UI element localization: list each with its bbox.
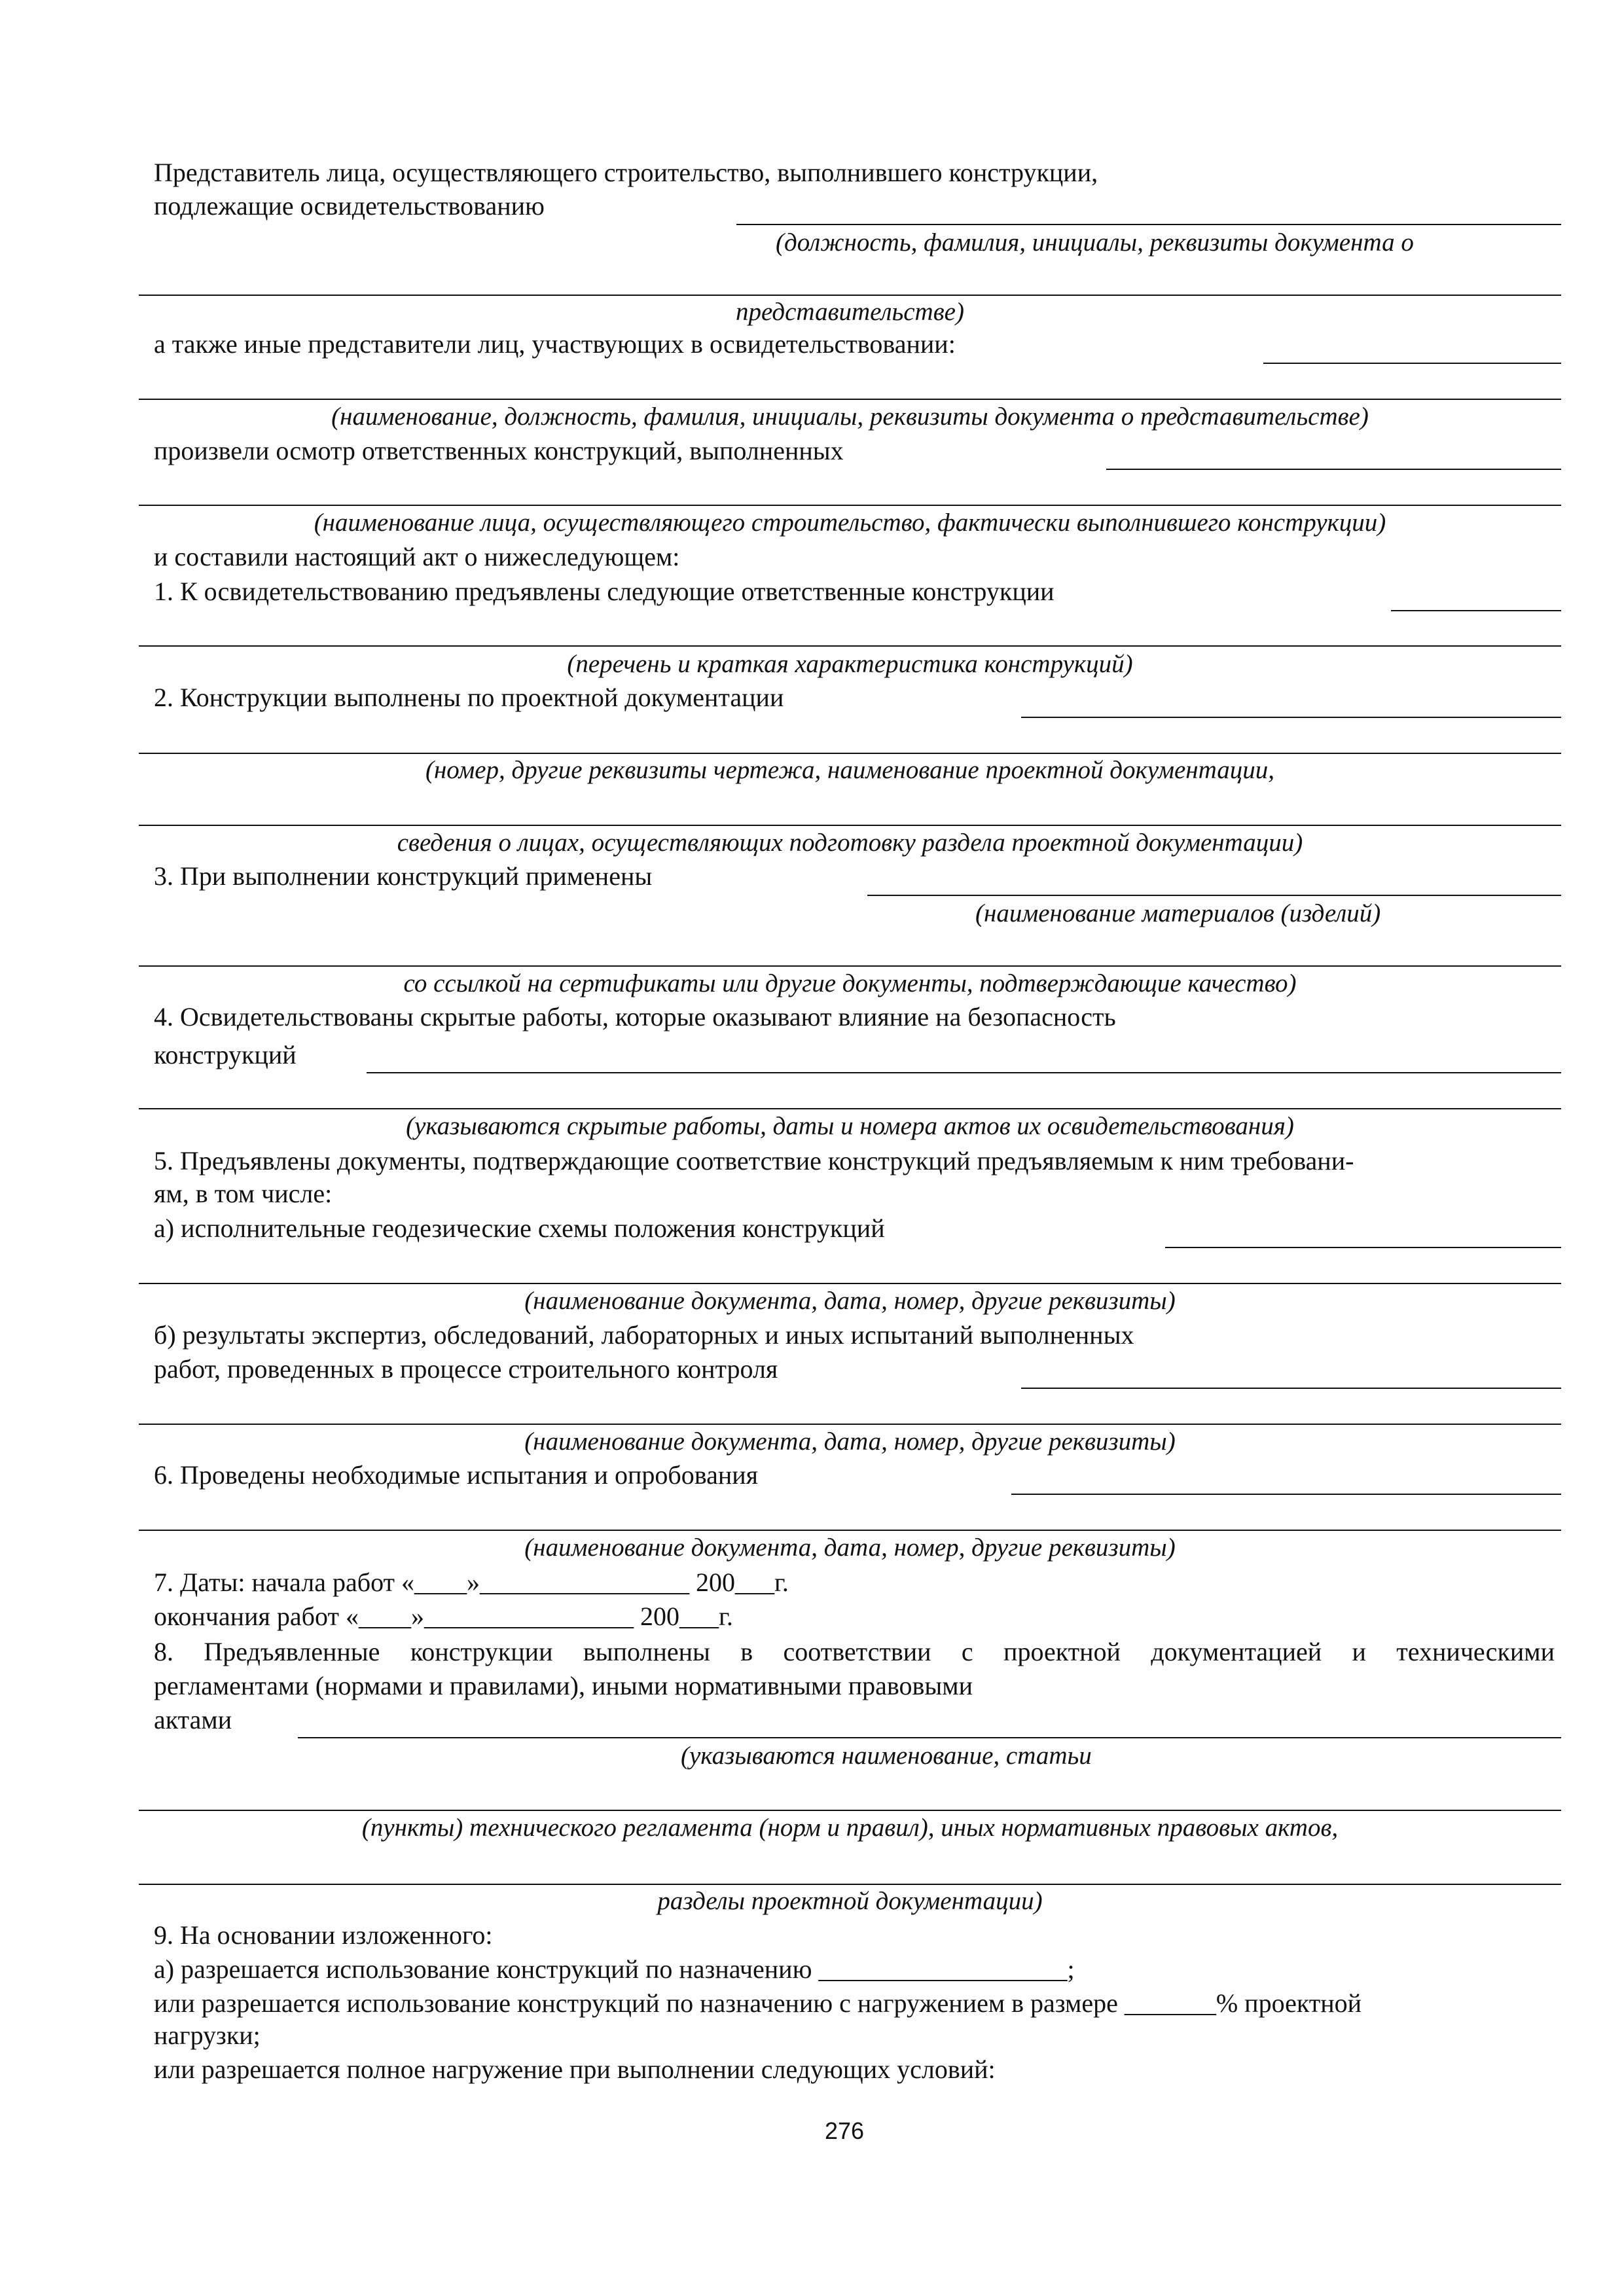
item-6-input-line[interactable] <box>139 1530 1561 1531</box>
item-8-input-line-2[interactable] <box>139 1884 1561 1885</box>
item-2-input-line[interactable] <box>139 753 1561 754</box>
item-2-input-short[interactable] <box>1021 717 1561 718</box>
item-8-hint-2: (пункты) технического регламента (норм и правил), иных нормативных правовых актов, <box>361 1814 1339 1842</box>
item-5b-input-short[interactable] <box>1021 1388 1561 1389</box>
item-5a-input-short[interactable] <box>1165 1247 1561 1248</box>
item-3-hint-1: (наименование материалов (изделий) <box>975 899 1381 927</box>
inspection-input-short[interactable] <box>1106 469 1561 470</box>
item-3-input-line[interactable] <box>139 965 1561 967</box>
item-9-or-full-text: или разрешается полное нагружение при выполнении следующих условий: <box>154 2054 996 2084</box>
item-4-label-line-2: конструкций <box>154 1040 297 1069</box>
item-1-input-short[interactable] <box>1391 610 1561 611</box>
item-8-hint-3: разделы проектной документации) <box>657 1887 1043 1915</box>
representative-label-line-2: подлежащие освидетельствованию <box>154 191 545 221</box>
item-4-hint: (указываются скрытые работы, даты и номера актов их освидетельствования) <box>406 1112 1294 1140</box>
item-8-label-line-2: регламентами (нормами и правилами), иными нормативными правовыми <box>154 1671 973 1700</box>
item-2-hint-1: (номер, другие реквизиты чертежа, наименование проектной документации, <box>425 756 1275 784</box>
item-5b-hint: (наименование документа, дата, номер, другие реквизиты) <box>524 1427 1176 1456</box>
other-representatives-label: а также иные представители лиц, участвующих в освидетельствовании: <box>154 329 956 359</box>
item-9-or-load-line-1[interactable]: или разрешается использование конструкций по назначению с нагружением в размере _______% проектной <box>154 1988 1362 2018</box>
item-8-input-line[interactable] <box>139 1810 1561 1811</box>
item-5-label-line-2: ям, в том числе: <box>154 1179 333 1208</box>
item-1-input-line[interactable] <box>139 645 1561 647</box>
item-6-hint: (наименование документа, дата, номер, другие реквизиты) <box>524 1534 1176 1562</box>
item-7-start-date[interactable]: 7. Даты: начала работ «____»________________ 200___г. <box>154 1568 789 1597</box>
item-8-hint-1: (указываются наименование, статьи <box>681 1742 1092 1770</box>
item-2-label: 2. Конструкции выполнены по проектной документации <box>154 683 784 712</box>
item-5b-label-line-2: работ, проведенных в процессе строительного контроля <box>154 1354 778 1384</box>
item-5b-input-line[interactable] <box>139 1424 1561 1425</box>
representative-hint-1: (должность, фамилия, инициалы, реквизиты документа о <box>776 228 1414 257</box>
item-8-label-line-3: актами <box>154 1705 232 1734</box>
item-5a-hint: (наименование документа, дата, номер, другие реквизиты) <box>524 1287 1176 1315</box>
page-number: 276 <box>825 2117 865 2144</box>
item-2-input-line-2[interactable] <box>139 825 1561 826</box>
representative-input-line-2[interactable] <box>139 295 1561 296</box>
item-9a-text[interactable]: а) разрешается использование конструкций по назначению ___________________; <box>154 1954 1075 1984</box>
item-4-label-line-1: 4. Освидетельствованы скрытые работы, которые оказывают влияние на безопасность <box>154 1002 1116 1031</box>
inspection-input-line[interactable] <box>139 505 1561 506</box>
item-5b-label-line-1: б) результаты экспертиз, обследований, лабораторных и иных испытаний выполненных <box>154 1320 1134 1350</box>
item-3-input-short[interactable] <box>867 895 1561 896</box>
representative-hint-2: представительстве) <box>736 298 964 326</box>
item-4-input-short[interactable] <box>367 1072 1561 1073</box>
item-3-label: 3. При выполнении конструкций применены <box>154 861 653 891</box>
item-4-input-line[interactable] <box>139 1108 1561 1109</box>
item-3-hint-2: со ссылкой на сертификаты или другие документы, подтверждающие качество) <box>403 969 1297 997</box>
item-5a-input-line[interactable] <box>139 1283 1561 1284</box>
item-6-label: 6. Проведены необходимые испытания и опробования <box>154 1460 759 1490</box>
representative-input-line[interactable] <box>736 224 1561 225</box>
item-9-or-load-line-2: нагрузки; <box>154 2020 261 2050</box>
other-representatives-input-short[interactable] <box>1263 363 1561 364</box>
item-8-label-line-1: 8. Предъявленные конструкции выполнены в соответствии с проектной документацией и техническими <box>154 1637 1555 1666</box>
act-conclusion-text: и составили настоящий акт о нижеследующем: <box>154 542 680 571</box>
inspection-hint: (наименование лица, осуществляющего строительство, фактически выполнившего конструкции) <box>314 509 1386 537</box>
representative-label-line-1: Представитель лица, осуществляющего строительство, выполнившего конструкции, <box>154 158 1098 187</box>
item-1-hint: (перечень и краткая характеристика конструкций) <box>567 650 1133 678</box>
other-representatives-input-line[interactable] <box>139 399 1561 400</box>
item-1-label: 1. К освидетельствованию предъявлены следующие ответственные конструкции <box>154 577 1055 606</box>
item-8-input-short[interactable] <box>298 1737 1561 1738</box>
item-7-end-date[interactable]: окончания работ «____»________________ 200___г. <box>154 1602 733 1631</box>
item-9-label: 9. На основании изложенного: <box>154 1920 493 1950</box>
other-representatives-hint: (наименование, должность, фамилия, инициалы, реквизиты документа о представительстве) <box>331 403 1369 431</box>
item-6-input-short[interactable] <box>1011 1494 1561 1495</box>
inspection-label: произвели осмотр ответственных конструкций, выполненных <box>154 436 844 465</box>
item-2-hint-2: сведения о лицах, осуществляющих подготовку раздела проектной документации) <box>397 829 1303 857</box>
item-5-label-line-1: 5. Предъявлены документы, подтверждающие соответствие конструкций предъявляемым к ним требовани- <box>154 1146 1354 1175</box>
item-5a-label: а) исполнительные геодезические схемы положения конструкций <box>154 1213 885 1243</box>
